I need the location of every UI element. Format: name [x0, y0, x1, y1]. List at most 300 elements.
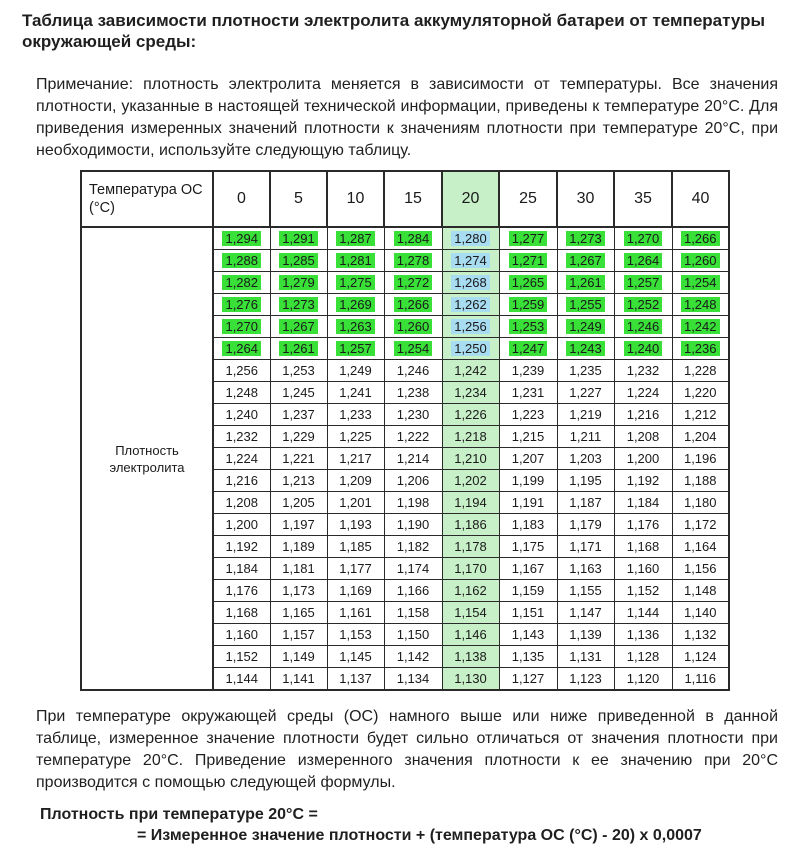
table-cell: [614, 514, 672, 536]
density-value: 1,269: [336, 297, 375, 312]
density-value: 1,200: [626, 451, 660, 466]
table-cell: [270, 360, 327, 382]
density-value: 1,194: [454, 495, 487, 510]
table-cell: [270, 294, 327, 316]
density-value: 1,176: [626, 517, 660, 532]
table-cell: [557, 227, 614, 250]
density-value: 1,206: [396, 473, 430, 488]
table-cell: [384, 470, 442, 492]
table-cell: [384, 492, 442, 514]
density-value: 1,149: [282, 649, 315, 664]
table-cell: [213, 227, 270, 250]
table-cell: [270, 558, 327, 580]
density-value: 1,137: [339, 671, 372, 686]
density-value: 1,294: [222, 231, 261, 246]
density-value: 1,160: [626, 561, 660, 576]
table-cell: [327, 250, 384, 272]
table-cell: [384, 404, 442, 426]
table-cell: [442, 250, 499, 272]
density-value: 1,213: [282, 473, 315, 488]
density-value: 1,167: [511, 561, 545, 576]
density-value: 1,215: [511, 429, 545, 444]
table-cell: [327, 404, 384, 426]
table-cell: [270, 338, 327, 360]
density-value: 1,277: [509, 231, 548, 246]
density-row-label: Плотность электролита: [81, 227, 213, 690]
table-cell: [672, 580, 729, 602]
table-cell: [499, 448, 557, 470]
table-cell: [384, 250, 442, 272]
density-value: 1,132: [683, 627, 717, 642]
density-value: 1,160: [225, 627, 259, 642]
density-value: 1,263: [336, 319, 375, 334]
table-cell: [270, 227, 327, 250]
table-cell: [442, 338, 499, 360]
density-value: 1,181: [282, 561, 315, 576]
density-value: 1,256: [451, 319, 490, 334]
table-cell: [557, 624, 614, 646]
table-cell: [499, 668, 557, 691]
table-cell: [672, 646, 729, 668]
density-value: 1,271: [509, 253, 548, 268]
density-value: 1,148: [683, 583, 717, 598]
table-cell: [672, 272, 729, 294]
density-value: 1,245: [282, 385, 315, 400]
table-cell: [614, 250, 672, 272]
density-value: 1,281: [336, 253, 375, 268]
table-cell: [213, 602, 270, 624]
density-value: 1,142: [396, 649, 430, 664]
density-value: 1,261: [566, 275, 605, 290]
table-cell: [499, 580, 557, 602]
density-value: 1,252: [624, 297, 663, 312]
density-value: 1,256: [225, 363, 259, 378]
density-value: 1,250: [451, 341, 490, 356]
density-value: 1,240: [624, 341, 663, 356]
density-value: 1,154: [454, 605, 487, 620]
table-cell: [213, 558, 270, 580]
table-cell: [270, 448, 327, 470]
table-cell: [614, 668, 672, 691]
density-value: 1,224: [225, 451, 259, 466]
density-value: 1,282: [222, 275, 261, 290]
density-value: 1,187: [569, 495, 602, 510]
table-cell: [499, 382, 557, 404]
table-cell: [270, 580, 327, 602]
table-cell: [499, 470, 557, 492]
density-value: 1,175: [511, 539, 545, 554]
formula-line-2: = Измеренное значение плотности + (температура ОС (°С) - 20) х 0,0007: [137, 827, 702, 844]
density-value: 1,150: [396, 627, 430, 642]
density-value: 1,152: [225, 649, 259, 664]
density-value: 1,216: [626, 407, 660, 422]
density-value: 1,223: [511, 407, 545, 422]
table-cell: [557, 470, 614, 492]
temperature-header-30: 30: [557, 171, 614, 227]
density-value: 1,146: [454, 627, 487, 642]
density-value: 1,270: [222, 319, 261, 334]
table-cell: [672, 316, 729, 338]
density-value: 1,266: [394, 297, 433, 312]
table-cell: [327, 426, 384, 448]
density-value: 1,253: [509, 319, 548, 334]
table-cell: [270, 426, 327, 448]
density-value: 1,209: [339, 473, 372, 488]
density-value: 1,161: [339, 605, 372, 620]
density-value: 1,247: [509, 341, 548, 356]
table-cell: [384, 536, 442, 558]
density-value: 1,173: [282, 583, 315, 598]
density-value: 1,192: [225, 539, 259, 554]
density-value: 1,264: [624, 253, 663, 268]
table-cell: [672, 536, 729, 558]
table-cell: [327, 294, 384, 316]
density-value: 1,141: [282, 671, 315, 686]
table-cell: [384, 646, 442, 668]
table-cell: [442, 558, 499, 580]
temperature-header-5: 5: [270, 171, 327, 227]
table-cell: [270, 404, 327, 426]
table-cell: [499, 272, 557, 294]
density-value: 1,267: [566, 253, 605, 268]
table-cell: [270, 272, 327, 294]
density-value: 1,233: [339, 407, 372, 422]
density-value: 1,285: [279, 253, 318, 268]
density-value: 1,242: [454, 363, 487, 378]
table-cell: [384, 624, 442, 646]
density-value: 1,243: [566, 341, 605, 356]
table-cell: [327, 227, 384, 250]
density-value: 1,273: [279, 297, 318, 312]
density-value: 1,128: [626, 649, 660, 664]
table-cell: [384, 448, 442, 470]
table-cell: [672, 382, 729, 404]
density-value: 1,265: [509, 275, 548, 290]
density-value: 1,268: [451, 275, 490, 290]
table-cell: [499, 624, 557, 646]
density-value: 1,124: [683, 649, 717, 664]
density-value: 1,236: [681, 341, 720, 356]
temperature-header-35: 35: [614, 171, 672, 227]
table-cell: [614, 294, 672, 316]
density-value: 1,147: [569, 605, 602, 620]
density-value: 1,198: [396, 495, 430, 510]
density-value: 1,234: [454, 385, 487, 400]
density-value: 1,188: [683, 473, 717, 488]
density-value: 1,163: [569, 561, 602, 576]
table-cell: [442, 382, 499, 404]
table-cell: [213, 338, 270, 360]
table-cell: [327, 272, 384, 294]
density-value: 1,279: [279, 275, 318, 290]
table-cell: [270, 250, 327, 272]
table-cell: [672, 294, 729, 316]
density-value: 1,123: [569, 671, 602, 686]
table-cell: [557, 250, 614, 272]
table-cell: [327, 360, 384, 382]
table-cell: [614, 580, 672, 602]
density-value: 1,202: [454, 473, 487, 488]
table-cell: [672, 338, 729, 360]
density-value: 1,208: [626, 429, 660, 444]
table-cell: [442, 272, 499, 294]
density-value: 1,261: [279, 341, 318, 356]
density-value: 1,218: [454, 429, 487, 444]
table-cell: [499, 646, 557, 668]
temperature-header-25: 25: [499, 171, 557, 227]
density-value: 1,180: [683, 495, 717, 510]
table-cell: [327, 492, 384, 514]
density-value: 1,217: [339, 451, 372, 466]
table-cell: [557, 338, 614, 360]
density-value: 1,246: [624, 319, 663, 334]
density-value: 1,201: [339, 495, 372, 510]
density-value: 1,172: [683, 517, 717, 532]
table-row: [81, 227, 729, 250]
table-cell: [213, 448, 270, 470]
density-value: 1,207: [511, 451, 545, 466]
density-value: 1,196: [683, 451, 717, 466]
table-cell: [672, 602, 729, 624]
table-cell: [499, 426, 557, 448]
density-value: 1,272: [394, 275, 433, 290]
density-value: 1,248: [681, 297, 720, 312]
table-cell: [442, 227, 499, 250]
table-cell: [557, 404, 614, 426]
density-value: 1,189: [282, 539, 315, 554]
table-cell: [213, 404, 270, 426]
density-value: 1,280: [451, 231, 490, 246]
density-value: 1,242: [681, 319, 720, 334]
density-value: 1,136: [626, 627, 660, 642]
density-value: 1,231: [511, 385, 545, 400]
table-cell: [384, 426, 442, 448]
table-cell: [442, 536, 499, 558]
table-cell: [442, 492, 499, 514]
table-cell: [614, 272, 672, 294]
density-value: 1,152: [626, 583, 660, 598]
density-value: 1,224: [626, 385, 660, 400]
density-value: 1,176: [225, 583, 259, 598]
table-cell: [499, 492, 557, 514]
temperature-header-20: 20: [442, 171, 499, 227]
table-cell: [614, 227, 672, 250]
density-value: 1,169: [339, 583, 372, 598]
table-cell: [442, 668, 499, 691]
density-value: 1,120: [626, 671, 660, 686]
temperature-header-40: 40: [672, 171, 729, 227]
table-cell: [672, 558, 729, 580]
table-cell: [672, 624, 729, 646]
density-value: 1,185: [339, 539, 372, 554]
table-cell: [270, 470, 327, 492]
density-value: 1,165: [282, 605, 315, 620]
density-value: 1,210: [454, 451, 487, 466]
density-value: 1,220: [683, 385, 717, 400]
table-cell: [499, 294, 557, 316]
table-cell: [614, 360, 672, 382]
table-cell: [270, 514, 327, 536]
table-cell: [213, 668, 270, 691]
density-value: 1,211: [569, 429, 602, 444]
density-value: 1,239: [511, 363, 545, 378]
table-cell: [327, 558, 384, 580]
density-value: 1,203: [569, 451, 602, 466]
table-cell: [614, 536, 672, 558]
density-value: 1,144: [225, 671, 259, 686]
density-value: 1,273: [566, 231, 605, 246]
temperature-header-label: Температура ОС (°С): [81, 171, 213, 227]
table-cell: [384, 338, 442, 360]
table-cell: [327, 602, 384, 624]
table-cell: [442, 316, 499, 338]
density-value: 1,130: [454, 671, 487, 686]
table-cell: [557, 536, 614, 558]
density-value: 1,192: [626, 473, 660, 488]
table-cell: [557, 514, 614, 536]
table-cell: [672, 360, 729, 382]
note-paragraph: Примечание: плотность электролита меняется в зависимости от температуры. Все значения плотности, указанные в настоящей технической информации, приведены к температуре 20°С. Для приведения измеренных значений плотности к значениям плотности при температуре 20°С, при необходимости, используйте следующую таблицу.: [36, 76, 778, 159]
table-cell: [557, 558, 614, 580]
table-cell: [442, 360, 499, 382]
density-value: 1,156: [683, 561, 717, 576]
density-value: 1,143: [511, 627, 545, 642]
density-value: 1,204: [683, 429, 717, 444]
density-value: 1,127: [511, 671, 545, 686]
density-value: 1,254: [394, 341, 433, 356]
table-cell: [557, 360, 614, 382]
density-value: 1,230: [396, 407, 430, 422]
table-cell: [499, 360, 557, 382]
table-cell: [499, 404, 557, 426]
table-cell: [557, 646, 614, 668]
density-value: 1,171: [569, 539, 602, 554]
density-value: 1,262: [451, 297, 490, 312]
density-value: 1,288: [222, 253, 261, 268]
density-value: 1,264: [222, 341, 261, 356]
table-cell: [614, 316, 672, 338]
table-cell: [499, 602, 557, 624]
table-cell: [557, 580, 614, 602]
density-value: 1,221: [282, 451, 315, 466]
table-cell: [499, 338, 557, 360]
table-cell: [672, 470, 729, 492]
density-value: 1,131: [569, 649, 602, 664]
density-value: 1,267: [279, 319, 318, 334]
density-value: 1,235: [569, 363, 602, 378]
density-value: 1,212: [683, 407, 717, 422]
formula-block: [40, 804, 780, 846]
table-cell: [327, 448, 384, 470]
table-cell: [614, 624, 672, 646]
density-value: 1,145: [339, 649, 372, 664]
table-cell: [557, 382, 614, 404]
table-cell: [327, 316, 384, 338]
table-cell: [327, 470, 384, 492]
table-cell: [384, 382, 442, 404]
table-cell: [672, 668, 729, 691]
density-value: 1,178: [454, 539, 487, 554]
density-value: 1,155: [569, 583, 602, 598]
density-value: 1,284: [394, 231, 433, 246]
table-cell: [557, 668, 614, 691]
table-cell: [442, 624, 499, 646]
table-cell: [213, 492, 270, 514]
table-cell: [270, 316, 327, 338]
table-cell: [270, 624, 327, 646]
table-cell: [270, 492, 327, 514]
density-value: 1,226: [454, 407, 487, 422]
density-value: 1,144: [626, 605, 660, 620]
temperature-header-10: 10: [327, 171, 384, 227]
density-value: 1,257: [336, 341, 375, 356]
table-cell: [672, 492, 729, 514]
table-cell: [270, 536, 327, 558]
density-value: 1,246: [396, 363, 430, 378]
table-cell: [442, 514, 499, 536]
density-value: 1,208: [225, 495, 259, 510]
density-value: 1,134: [396, 671, 430, 686]
table-cell: [384, 668, 442, 691]
table-cell: [499, 250, 557, 272]
density-value: 1,260: [681, 253, 720, 268]
table-cell: [442, 646, 499, 668]
density-value: 1,275: [336, 275, 375, 290]
table-cell: [442, 580, 499, 602]
table-cell: [384, 602, 442, 624]
density-value: 1,254: [681, 275, 720, 290]
density-value: 1,241: [339, 385, 372, 400]
table-cell: [672, 250, 729, 272]
density-value: 1,240: [225, 407, 259, 422]
table-cell: [384, 360, 442, 382]
density-value: 1,193: [339, 517, 372, 532]
table-cell: [442, 404, 499, 426]
table-cell: [384, 580, 442, 602]
table-cell: [213, 580, 270, 602]
density-value: 1,219: [569, 407, 602, 422]
density-value: 1,255: [566, 297, 605, 312]
table-cell: [557, 448, 614, 470]
table-cell: [213, 360, 270, 382]
table-cell: [499, 536, 557, 558]
density-value: 1,227: [569, 385, 602, 400]
table-cell: [384, 272, 442, 294]
density-value: 1,249: [566, 319, 605, 334]
density-value: 1,287: [336, 231, 375, 246]
table-cell: [614, 646, 672, 668]
density-value: 1,199: [511, 473, 545, 488]
density-value: 1,184: [626, 495, 660, 510]
table-cell: [327, 624, 384, 646]
density-value: 1,140: [683, 605, 717, 620]
table-cell: [213, 272, 270, 294]
density-value: 1,253: [282, 363, 315, 378]
table-cell: [614, 448, 672, 470]
density-value: 1,274: [451, 253, 490, 268]
density-value: 1,248: [225, 385, 259, 400]
table-cell: [213, 536, 270, 558]
table-cell: [213, 382, 270, 404]
table-cell: [557, 492, 614, 514]
density-value: 1,249: [339, 363, 372, 378]
density-value: 1,158: [396, 605, 430, 620]
density-value: 1,168: [225, 605, 259, 620]
table-cell: [614, 382, 672, 404]
density-value: 1,200: [225, 517, 259, 532]
table-cell: [442, 448, 499, 470]
density-value: 1,197: [282, 517, 315, 532]
